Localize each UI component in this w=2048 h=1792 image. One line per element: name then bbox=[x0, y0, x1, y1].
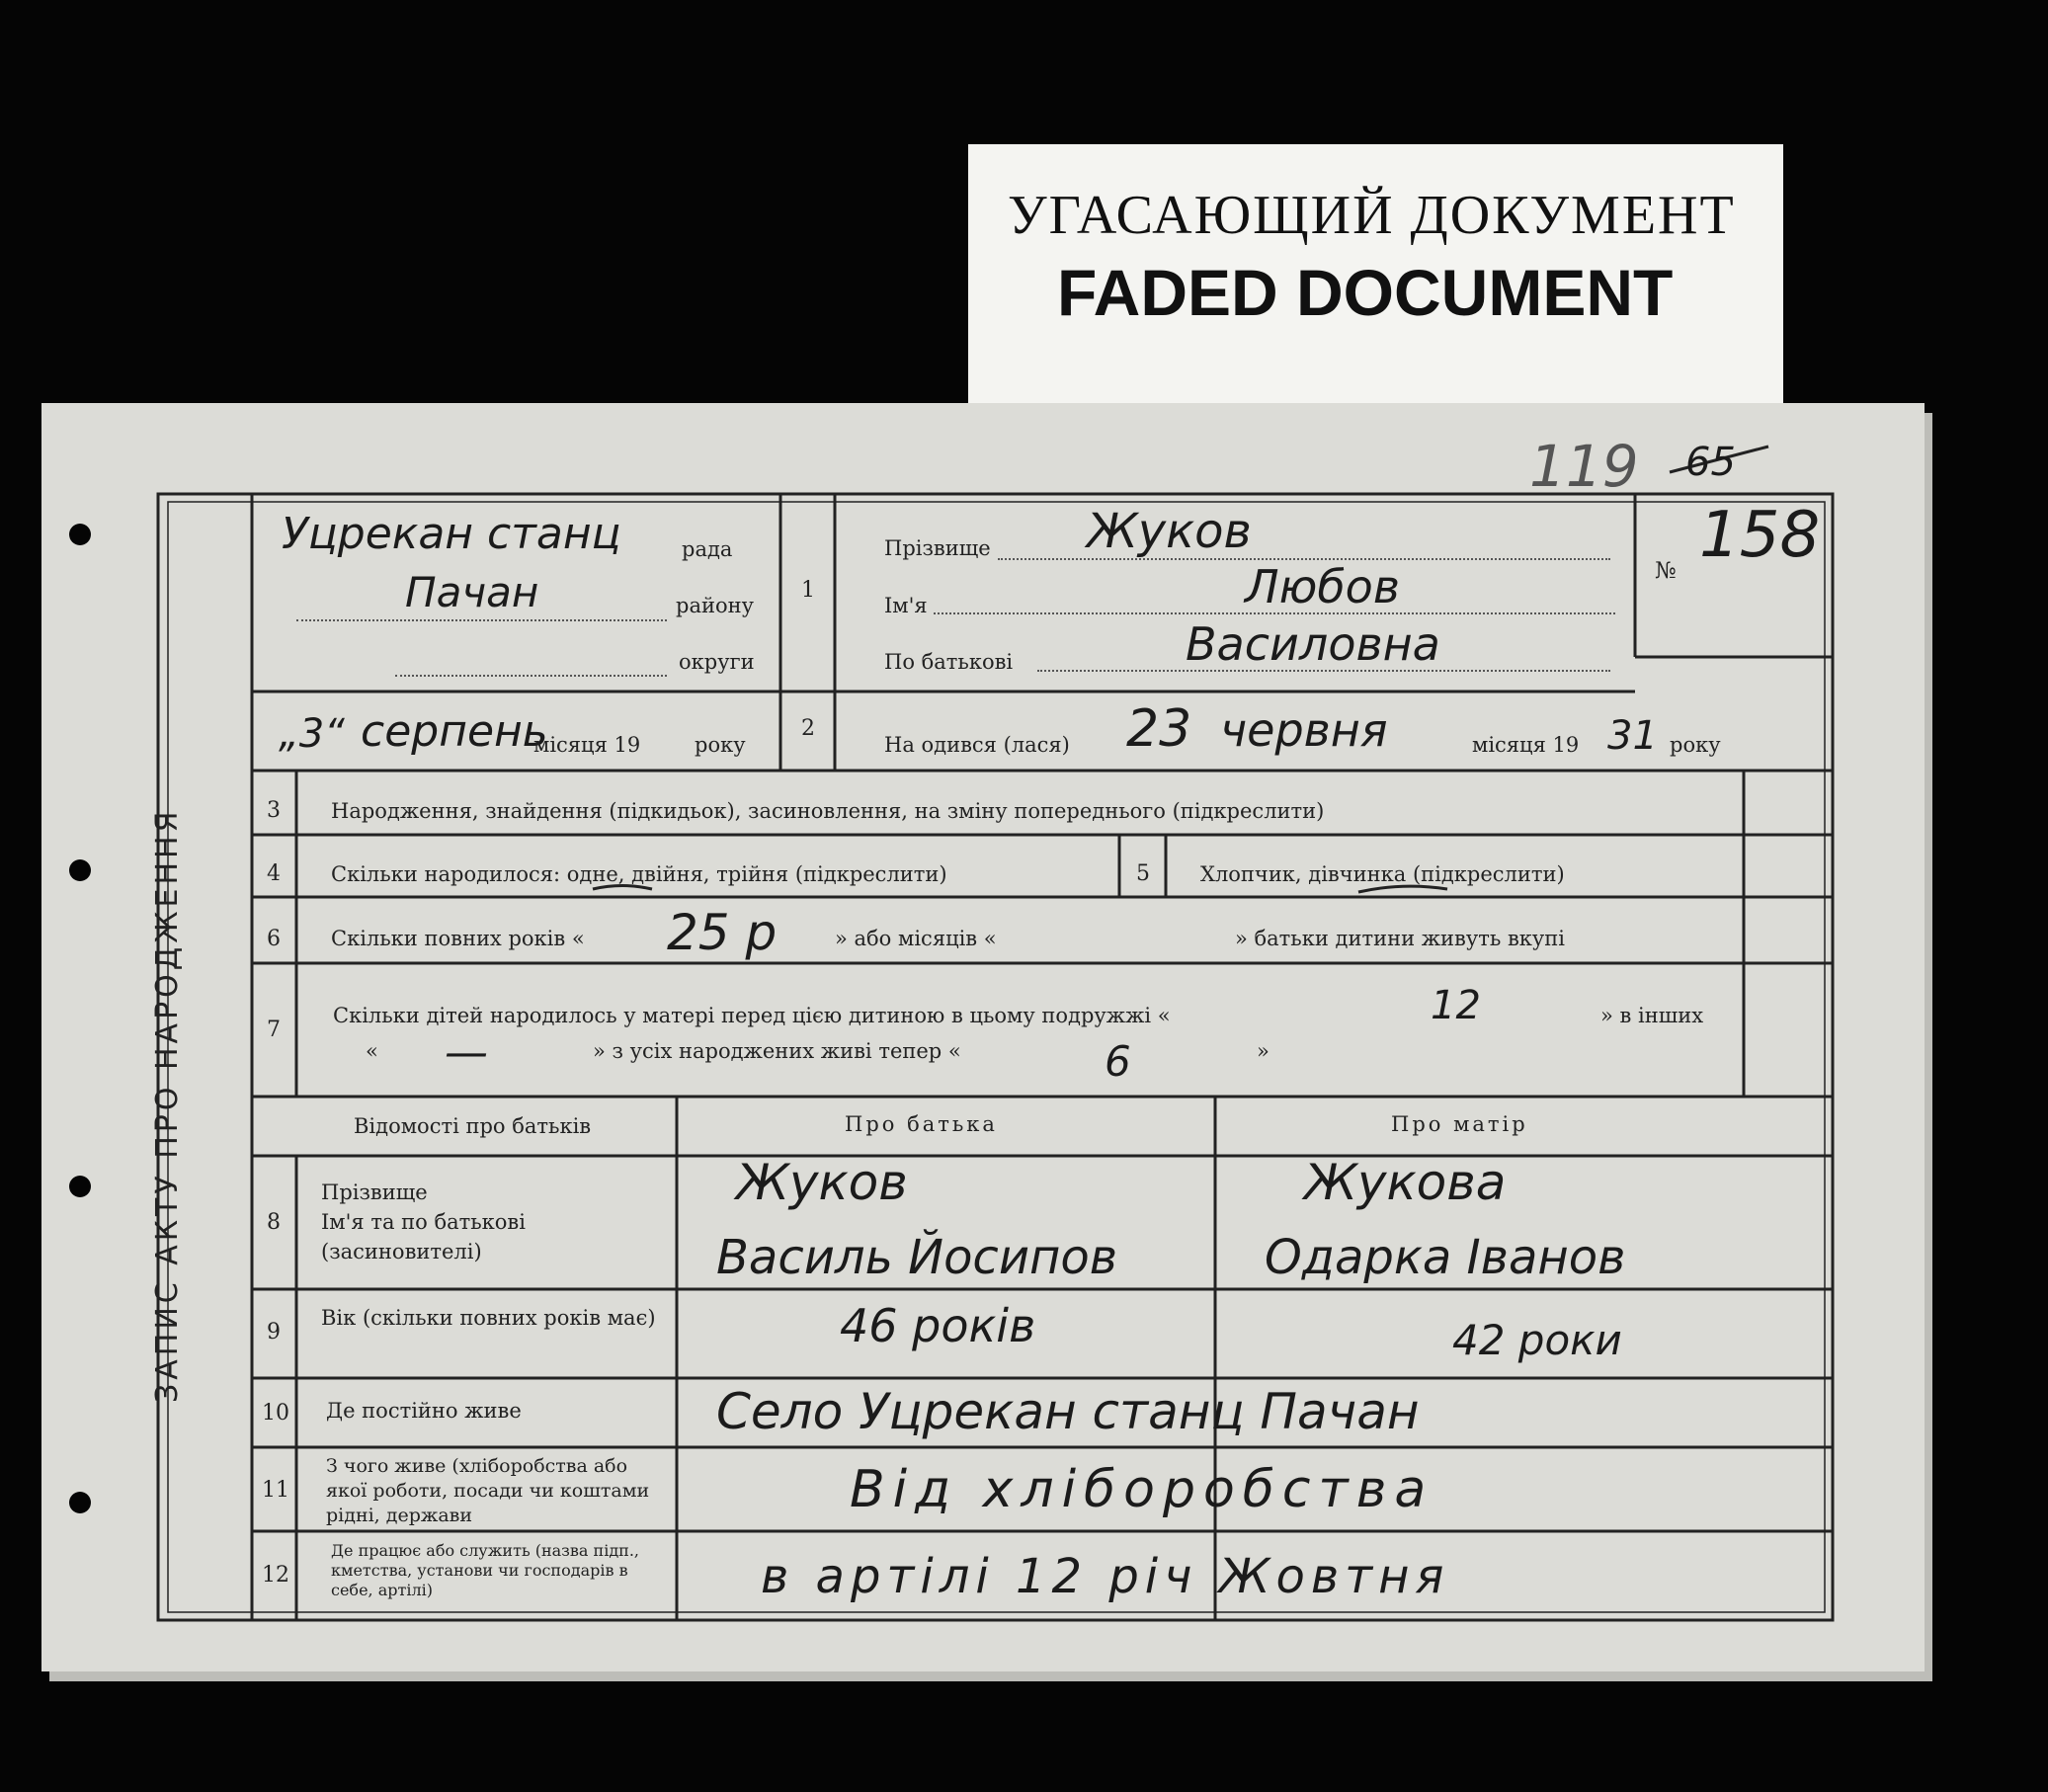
row8-label: Прізвище Ім'я та по батькові (засиновителі) bbox=[321, 1181, 526, 1263]
birth-month: червня bbox=[1220, 703, 1388, 757]
row6-value: 25 р bbox=[667, 904, 778, 961]
row-number: 5 bbox=[1136, 861, 1150, 886]
parents-header-info: Відомості про батьків bbox=[354, 1114, 592, 1138]
row6-label-c: » батьки дитини живуть вкупі bbox=[1235, 927, 1565, 950]
row-number: 9 bbox=[267, 1320, 281, 1344]
birth-day: 23 bbox=[1126, 699, 1192, 759]
place-rada-value: Уцрекан станц bbox=[282, 509, 621, 559]
row10-label: Де постійно живе bbox=[326, 1399, 522, 1423]
row-number: 1 bbox=[801, 578, 815, 603]
row-number: 10 bbox=[262, 1401, 289, 1425]
mother-age: 42 роки bbox=[1452, 1316, 1622, 1364]
workplace-value: в артілі 12 річ Жовтня bbox=[761, 1549, 1450, 1604]
row-number: 8 bbox=[267, 1210, 281, 1235]
birth-label: На одився (лася) bbox=[884, 733, 1070, 757]
father-surname: Жуков bbox=[736, 1154, 908, 1211]
row9-label: Вік (скільки повних років має) bbox=[321, 1306, 656, 1330]
row7-line1-end: » в інших bbox=[1600, 1004, 1704, 1027]
dotted-line bbox=[296, 619, 667, 621]
birth-label-year: року bbox=[1670, 733, 1721, 757]
dotted-line bbox=[395, 675, 667, 677]
row3-text: Народження, знайдення (підкидьок), засиновлення, на зміну попереднього (підкреслити) bbox=[331, 799, 1325, 823]
row-number: 11 bbox=[262, 1478, 289, 1503]
row7-value3: 6 bbox=[1105, 1037, 1131, 1086]
row12-label: Де працює або служить (назва підп., кметства, установи чи господарів в себе, артілі) bbox=[331, 1541, 640, 1599]
father-age: 46 років bbox=[840, 1299, 1036, 1352]
row7-value1: 12 bbox=[1431, 983, 1481, 1028]
parents-header-father: Про батька bbox=[845, 1112, 998, 1136]
stamp-label-ru: УГАСАЮЩИЙ ДОКУМЕНТ bbox=[1008, 185, 1736, 246]
mother-name: Одарка Іванов bbox=[1265, 1230, 1626, 1285]
row7-line2-a: « bbox=[366, 1039, 378, 1063]
record-date-month: серпень bbox=[361, 706, 548, 757]
child-surname-value: Жуков bbox=[1087, 504, 1252, 559]
place-okruha-label: округи bbox=[679, 650, 755, 674]
place-rada-label: рада bbox=[682, 537, 733, 561]
place-rayon-value: Пачан bbox=[405, 568, 539, 616]
row-number: 3 bbox=[267, 798, 281, 823]
register-number-label: № bbox=[1655, 558, 1677, 584]
row7-line2-b: » з усіх народжених живі тепер « bbox=[593, 1039, 961, 1063]
archive-number: 119 bbox=[1529, 433, 1639, 500]
mother-surname: Жукова bbox=[1304, 1154, 1507, 1211]
child-name-value: Любов bbox=[1245, 560, 1400, 613]
row-number: 7 bbox=[267, 1018, 281, 1042]
register-number-value: 158 bbox=[1699, 499, 1821, 572]
stamp-label-en: FADED DOCUMENT bbox=[1057, 256, 1674, 329]
row-number: 2 bbox=[801, 716, 815, 741]
record-date-day: „3“ bbox=[279, 711, 345, 757]
birth-label-month: місяця 19 bbox=[1472, 733, 1580, 757]
record-date-label-year: року bbox=[695, 733, 746, 757]
row6-label-b: » або місяців « bbox=[835, 927, 997, 950]
child-name-label: Ім'я bbox=[884, 594, 928, 617]
row4-text: Скільки народилося: одне, двійня, трійня (підкреслити) bbox=[331, 862, 947, 886]
row-number: 12 bbox=[262, 1563, 289, 1588]
place-rayon-label: району bbox=[676, 594, 754, 617]
child-patronymic-label: По батькові bbox=[884, 650, 1014, 674]
row11-label: З чого живе (хліборобства або якої роботи, посади чи коштами рідні, держави bbox=[326, 1455, 650, 1526]
row-number: 6 bbox=[267, 927, 281, 951]
father-name: Василь Йосипов bbox=[716, 1230, 1118, 1285]
row-number: 4 bbox=[267, 861, 281, 886]
archive-number-struck: 65 bbox=[1685, 440, 1736, 485]
residence-value: Село Уцрекан станц Пачан bbox=[716, 1383, 1420, 1440]
row7-line2-c: » bbox=[1257, 1039, 1270, 1063]
row7-value2: — bbox=[445, 1027, 488, 1078]
row5-text: Хлопчик, дівчинка (підкреслити) bbox=[1200, 862, 1565, 886]
row7-line1: Скільки дітей народилось у матері перед цією дитиною в цьому подружжі « bbox=[333, 1004, 1171, 1027]
child-patronymic-value: Василовна bbox=[1186, 617, 1440, 671]
form-side-title: ЗАПИС АКТУ ПРО НАРОДЖЕННЯ bbox=[150, 807, 185, 1403]
parents-header-mother: Про матір bbox=[1391, 1112, 1528, 1136]
birth-year-suffix: 31 bbox=[1607, 713, 1658, 759]
livelihood-value: Від хліборобства bbox=[850, 1460, 1434, 1519]
record-date-label-month: місяця 19 bbox=[533, 733, 641, 757]
child-surname-label: Прізвище bbox=[884, 536, 991, 560]
row6-label-a: Скільки повних років « bbox=[331, 927, 585, 950]
